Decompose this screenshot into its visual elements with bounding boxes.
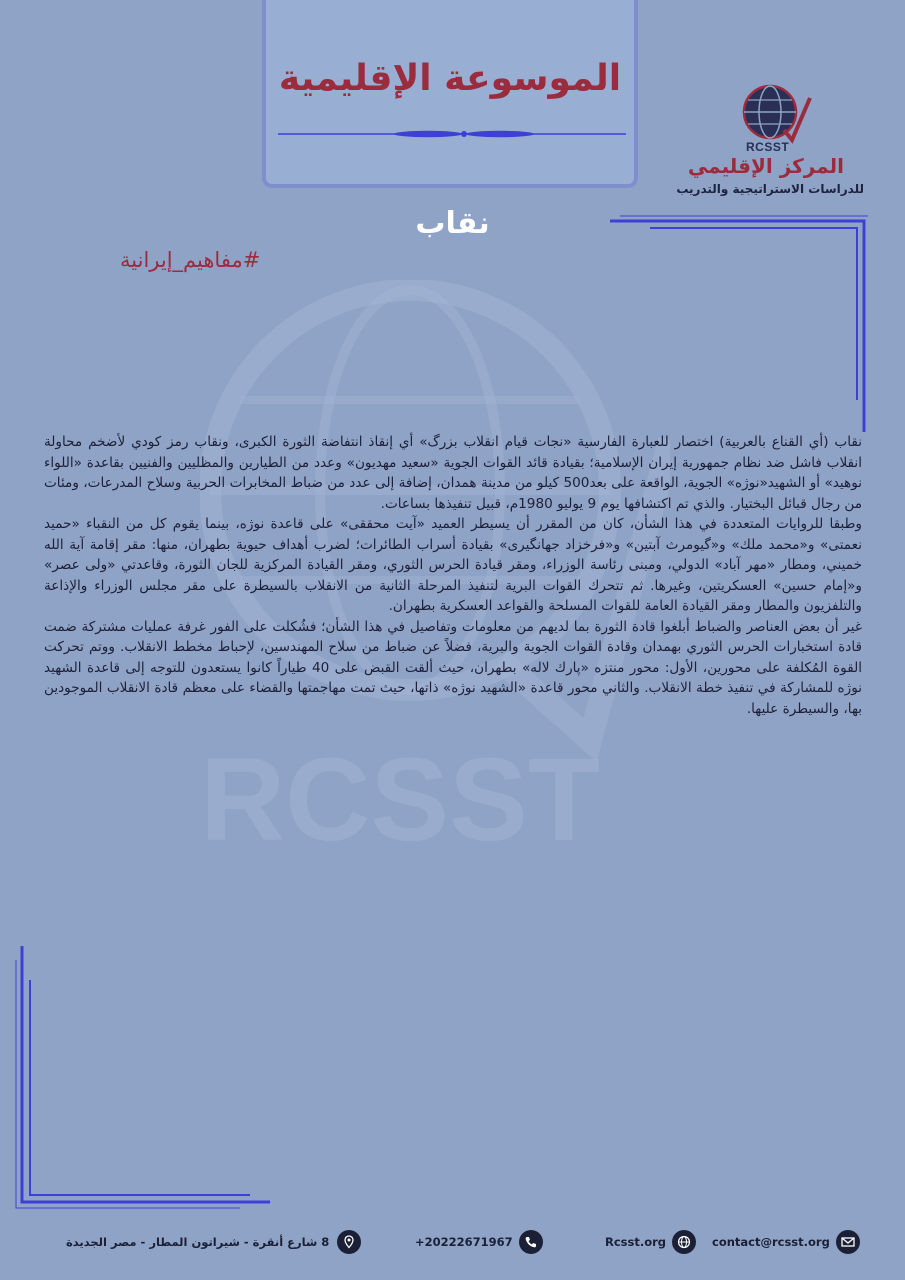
footer-address xyxy=(66,1228,361,1256)
encyclopedia-title: الموسوعة الإقليمية xyxy=(278,58,622,99)
rcsst-logo xyxy=(676,78,868,200)
globe-icon xyxy=(736,78,816,148)
website-text[interactable]: Rcsst.org xyxy=(605,1235,667,1249)
page-title: نقاب xyxy=(415,206,490,241)
paragraph: نقاب (أي القناع بالعربية) اختصار للعبارة الفارسية «نجات قيام انقلاب بزرگ» أي إنقاذ انتفاضة الثورة الكبرى، ونقاب رمز كودي لأضخم محاولة انقلاب فاشل ضد نظام جمهورية إيران الإسلامية؛ بقيادة قائد القوات الجوية «سعيد مهديون» وعدد من الطيارين والمظليين والفنيين بقاعدة «اللواء نوهيد» أو الشهيد«نوژه» الجوية، الواقعة على بعد500 كيلو من مدينة همدان، إضافة إلى عدد من ضباط المخابرات الحربية وسلاح المدرعات، ومئات من رجال قبائل البختيار. والذي تم اكتشافها يوم 9 يوليو 1980م، قبيل تنفيذها بساعات. xyxy=(44,434,862,512)
globe-web-icon xyxy=(672,1230,696,1254)
logo-code: RCSST xyxy=(746,140,790,154)
hashtag[interactable]: #مفاهيم_إيرانية xyxy=(120,248,261,272)
footer-email[interactable] xyxy=(712,1228,860,1256)
logo-name: المركز الإقليمي xyxy=(687,154,844,178)
location-pin-icon xyxy=(337,1230,361,1254)
address-text: 8 شارع أنقرة - شيراتون المطار - مصر الجديدة xyxy=(66,1235,330,1249)
logo-subtitle: للدراسات الاستراتيجية والتدريب xyxy=(676,182,864,196)
article-body xyxy=(44,432,862,719)
footer-phone[interactable] xyxy=(415,1228,543,1256)
watermark-text: RCSST xyxy=(200,734,600,866)
decorative-divider xyxy=(278,128,626,140)
phone-icon xyxy=(519,1230,543,1254)
footer xyxy=(0,1224,905,1260)
paragraph: وطبقا للروايات المتعددة في هذا الشأن، كان من المقرر أن يسيطر العميد «آيت محققى» على قاعدة نوژه، بينما يقوم كل من النقباء «حميد نعمتى» و«محمد ملك» و«گيومرث آبتين» و«فرخزاد جهانگيرى» بقيادة أسراب الطائرات؛ لضرب أهداف حيوية بطهران، منها: مقر إقامة آية الله خميني، ومطار «مهر آباد» الدولي، ومبنى رئاسة الوزراء، ومقر قيادة الحرس الثوري، ومقر القيادة المركزية للجان الثورة، وقاعدتي «ولى عصر» و«إمام حسين» العسكريتين، وغيرها. ثم تتحرك القوات البرية لتنفيذ المرحلة الثانية من الانقلاب بالسيطرة على مقر مجلس الوزراء والإذاعة والتلفزيون والمطار ومقر القيادة العامة للقوات المسلحة والقواعد العسكرية بطهران. xyxy=(44,516,862,614)
header-banner xyxy=(262,0,638,188)
footer-website[interactable] xyxy=(605,1228,696,1256)
email-text[interactable]: contact@rcsst.org xyxy=(712,1235,830,1249)
envelope-icon xyxy=(836,1230,860,1254)
phone-text[interactable]: +20222671967 xyxy=(415,1235,513,1249)
paragraph: غير أن بعض العناصر والضباط أبلغوا قادة الثورة بما لديهم من معلومات وتفاصيل في هذا الشأن؛ فشُكلت على الفور غرفة عمليات مشتركة ضمت قادة استخبارات الحرس الثوري بهمدان وقادة القوات الجوية والبرية، فضلاً عن ضباط من سلاح المهندسين، لإحباط مخطط الانقلاب. ووتم تحركت القوة المُكلفة على محورين، الأول: محور منتزه «پارك لاله» بطهران، حيث ألقت القبض على 40 طياراً كانوا يستعدون للتوجه إلى قاعدة الشهيد نوژه للمشاركة في تنفيذ خطة الانقلاب. والثاني محور قاعدة «الشهيد نوژه» ذاتها، حيث تمت مهاجمتها والقضاء على معظم قادة الانقلاب الموجودين بها، والسيطرة عليها. xyxy=(44,618,863,717)
